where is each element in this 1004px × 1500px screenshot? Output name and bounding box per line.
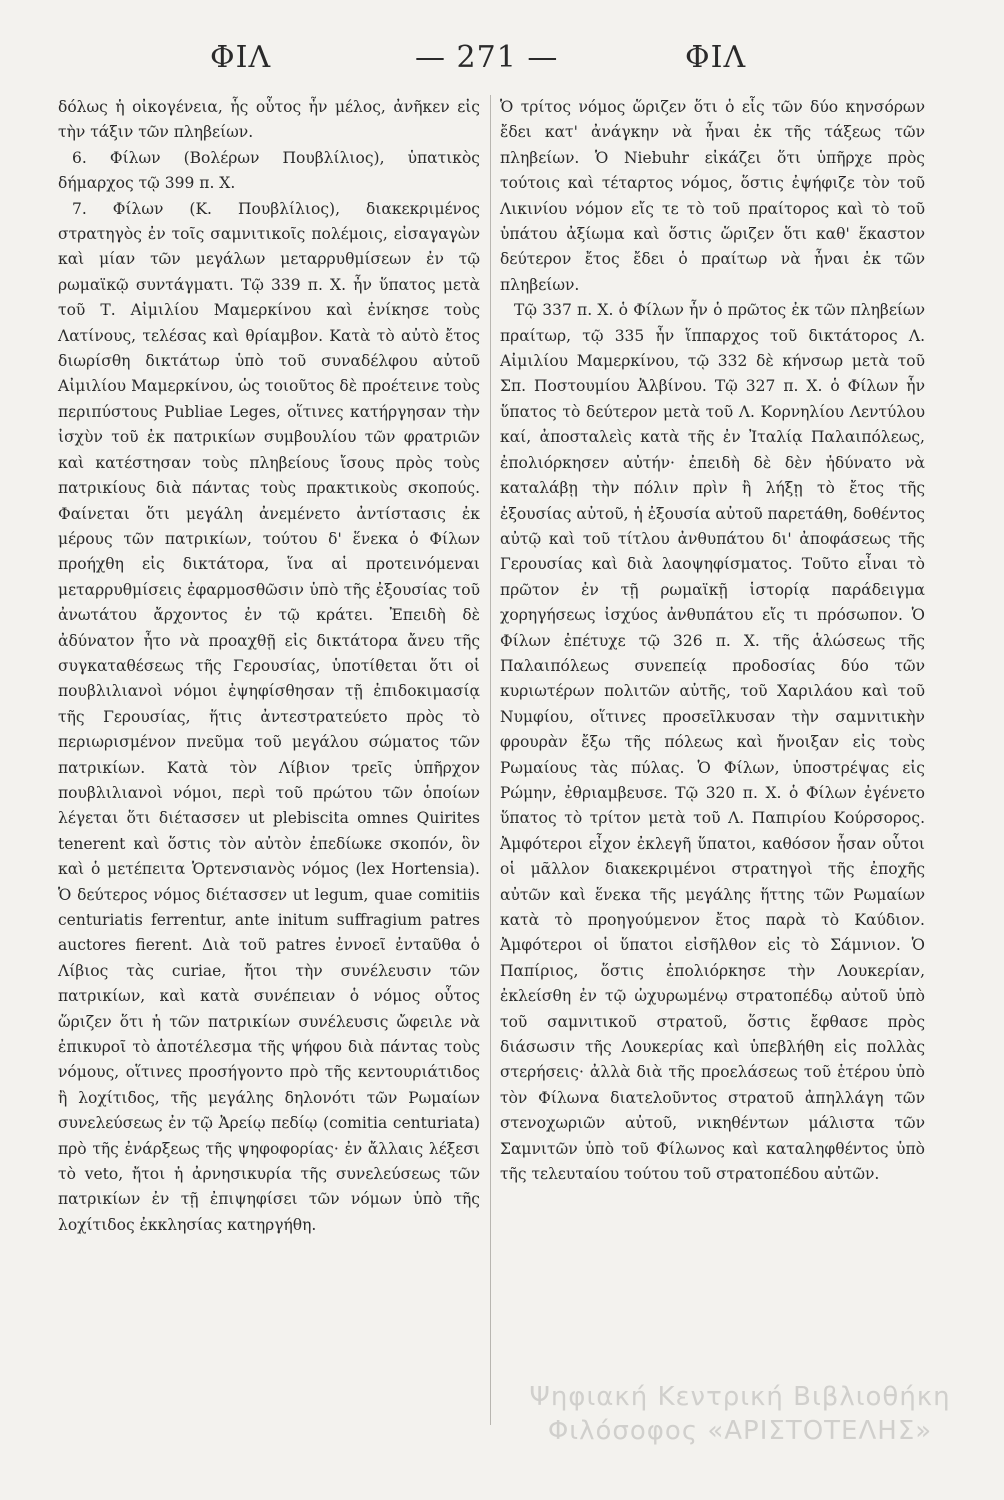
right-headword: ΦΙΛ bbox=[685, 40, 747, 75]
running-header bbox=[60, 40, 920, 80]
left-headword: ΦΙΛ bbox=[210, 40, 272, 75]
library-watermark: Ψηφιακή Κεντρική Βιβλιοθήκη Φιλόσοφος «ΑΡΙΣΤΟΤΕΛΗΣ» bbox=[529, 1382, 951, 1446]
column-divider bbox=[490, 95, 491, 1425]
paragraph: Τῷ 337 π. Χ. ὁ Φίλων ἦν ὁ πρῶτος ἐκ τῶν πληβείων πραίτωρ, τῷ 335 ἦν ἵππαρχος τοῦ δικτάτορος Λ. Αἰμιλίου Μαμερκίνου, τῷ 332 δὲ κήνσωρ μετὰ τοῦ Σπ. Ποστουμίου Ἀλβίνου. Τῷ 327 π. Χ. ὁ Φίλων ἦν ὕπατος τὸ δεύτερον μετὰ τοῦ Λ. Κορνηλίου Λεντύλου καί, ἀποσταλεὶς κατὰ τῆς ἐν Ἰταλίᾳ Παλαιπόλεως, ἐπολιόρκησεν αὐτήν· ἐπειδὴ δὲ δὲν ἠδύνατο νὰ καταλάβῃ τὴν πόλιν πρὶν ἢ λήξῃ τὸ ἔτος τῆς ἐξουσίας αὐτοῦ, ἡ ἐξουσία αὐτοῦ παρετάθη, δοθέντος αὐτῷ καὶ τοῦ τίτλου ἀνθυπάτου δι' ἀποφάσεως τῆς Γερουσίας καὶ διὰ λαοψηφίσματος. Τοῦτο εἶναι τὸ πρῶτον ἐν τῇ ρωμαϊκῇ ἱστορίᾳ παράδειγμα χορηγήσεως ἰσχύος ἀνθυπάτου εἴς τι πρόσωπον. Ὁ Φίλων ἐπέτυχε τῷ 326 π. Χ. τῆς ἁλώσεως τῆς Παλαιπόλεως συνεπείᾳ προδοσίας δύο τῶν κυριωτέρων πολιτῶν αὐτῆς, τοῦ Χαριλάου καὶ τοῦ Νυμφίου, οἵτινες προσεῖλκυσαν τὴν σαμνιτικὴν φρουρὰν ἔξω τῆς πόλεως καὶ ἤνοιξαν εἰς τοὺς Ρωμαίους τὰς πύλας. Ὁ Φίλων, ὑποστρέψας εἰς Ρώμην, ἐθριαμβευσε. Τῷ 320 π. Χ. ὁ Φίλων ἐγένετο ὕπατος τὸ τρίτον μετὰ τοῦ Λ. Παπιρίου Κούρσορος. Ἀμφότεροι εἶχον ἐκλεγῆ ὕπατοι, καθόσον ἦσαν οὗτοι οἱ μᾶλλον διακεκριμένοι στρατηγοὶ τῆς ἐποχῆς αὐτῶν καὶ ἕνεκα τῆς μεγάλης ἥττης τῶν Ρωμαίων κατὰ τὸ προηγούμενον ἔτος παρὰ τὸ Καύδιον. Ἀμφότεροι οἱ ὕπατοι εἰσῆλθον εἰς τὸ Σάμνιον. Ὁ Παπίριος, ὅστις ἐπολιόρκησε τὴν Λουκερίαν, ἐκλείσθη ἐν τῷ ὠχυρωμένῳ στρατοπέδῳ αὐτοῦ ὑπὸ τοῦ σαμνιτικοῦ στρατοῦ, ὅστις ἔφθασε πρὸς διάσωσιν τῆς Λουκερίας καὶ ὑπεβλήθη εἰς πολλὰς στερήσεις· ἀλλὰ διὰ τῆς προελάσεως τοῦ ἑτέρου ὑπὸ τὸν Φίλωνα διατελοῦντος στρατοῦ ἀπηλλάγη τῶν στενοχωριῶν αὐτοῦ, νικηθέντων μάλιστα τῶν Σαμνιτῶν ὑπὸ τοῦ Φίλωνος καὶ καταληφθέντος ὑπὸ τῆς τελευταίου τούτου τοῦ στρατοπέδου αὐτῶν. bbox=[500, 301, 925, 1184]
right-column bbox=[500, 95, 925, 1187]
paragraph: Ὁ τρίτος νόμος ὥριζεν ὅτι ὁ εἷς τῶν δύο κηνσόρων ἔδει κατ' ἀνάγκην νὰ ἦναι ἐκ τῆς τάξεως τῶν πληβείων. Ὁ Niebuhr εἰκάζει ὅτι ὑπῆρχε πρὸς τούτοις καὶ τέταρτος νόμος, ὅστις ἐψήφιζε τὸν τοῦ Λικινίου νόμον εἴς τε τὸ τοῦ πραίτορος καὶ τὸ τοῦ ὑπάτου ἀξίωμα καὶ ὅστις ὥριζεν ὅτι καθ' ἕκαστον δεύτερον ἔτος ἔδει ὁ πραίτωρ νὰ ἦναι ἐκ τῶν πληβείων. bbox=[500, 98, 925, 294]
paragraph: 6. Φίλων (Βολέρων Πουβλίλιος), ὑπατικὸς δήμαρχος τῷ 399 π. Χ. bbox=[58, 148, 480, 193]
page-number: — 271 — bbox=[415, 40, 559, 75]
paragraph: δόλως ἡ οἰκογένεια, ἧς οὗτος ἦν μέλος, ἀνῆκεν εἰς τὴν τάξιν τῶν πληβείων. bbox=[58, 98, 480, 142]
paragraph: 7. Φίλων (Κ. Πουβλίλιος), διακεκριμένος στρατηγὸς ἐν τοῖς σαμνιτικοῖς πολέμοις, εἰσαγαγὼν καὶ μίαν τῶν μεγάλων μεταρρυθμίσεων ἐν τῷ ρωμαϊκῷ συντάγματι. Τῷ 339 π. Χ. ἦν ὕπατος μετὰ τοῦ Τ. Αἰμιλίου Μαμερκίνου καὶ ἐνίκησε τοὺς Λατίνους, τελέσας καὶ θρίαμβον. Κατὰ τὸ αὐτὸ ἔτος διωρίσθη δικτάτωρ ὑπὸ τοῦ συναδέλφου αὐτοῦ Αἰμιλίου Μαμερκίνου, ὡς τοιοῦτος δὲ προέτεινε τοὺς περιπύστους Publiae Leges, οἵτινες κατήργησαν τὴν ἰσχὺν τοῦ ἐκ πατρικίων συμβουλίου τῶν φρατριῶν καὶ κατέστησαν τοὺς πληβείους ἴσους πρὸς τοὺς πατρικίους διὰ πάντας τοὺς πρακτικοὺς σκοπούς. Φαίνεται ὅτι μεγάλη ἀνεμένετο ἀντίστασις ἐκ μέρους τῶν πατρικίων, τούτου δ' ἕνεκα ὁ Φίλων προήχθη εἰς δικτάτορα, ἵνα αἱ προτεινόμεναι μεταρρυθμίσεις ἐφαρμοσθῶσιν ὑπὸ τῆς ἐξουσίας τοῦ ἀνωτάτου ἄρχοντος ἐν τῷ κράτει. Ἐπειδὴ δὲ ἀδύνατον ἦτο νὰ προαχθῇ εἰς δικτάτορα ἄνευ τῆς συγκαταθέσεως τῆς Γερουσίας, ὑποτίθεται ὅτι οἱ πουβλιλιανοὶ νόμοι ἐψηφίσθησαν τῇ ἐπιδοκιμασίᾳ τῆς Γερουσίας, ἥτις ἀντεστρατεύετο πρὸς τὸ περιωρισμένον πνεῦμα τοῦ μεγάλου σώματος τῶν πατρικίων. Κατὰ τὸν Λίβιον τρεῖς ὑπῆρχον πουβλιλιανοὶ νόμοι, περὶ τοῦ πρώτου τῶν ὁποίων λέγεται ὅτι διέτασσεν ut plebiscita omnes Quirites tenerent καὶ ὅστις τὸν αὐτὸν ἐπεδίωκε σκοπόν, ὃν καὶ ὁ μετέπειτα Ὁρτενσιανὸς νόμος (lex Hortensia). Ὁ δεύτερος νόμος διέτασσεν ut legum, quae comitiis centuriatis ferrentur, ante initum suffragium patres auctores fierent. Διὰ τοῦ patres ἐννοεῖ ἐνταῦθα ὁ Λίβιος τὰς curiae, ἤτοι τὴν συνέλευσιν τῶν πατρικίων, καὶ κατὰ συνέπειαν ὁ νόμος οὗτος ὥριζεν ὅτι ἡ τῶν πατρικίων συνέλευσις ὤφειλε νὰ ἐπικυροῖ τὸ ἀποτέλεσμα τῆς ψήφου διὰ πάντας τοὺς νόμους, οἵτινες προσήγοντο πρὸ τῆς κεντουριάτιδος ἢ λοχίτιδος, τῆς μεγάλης δηλονότι τῶν Ρωμαίων συνελεύσεως ἐν τῷ Ἀρείῳ πεδίῳ (comitia centuriata) πρὸ τῆς ἐνάρξεως τῆς ψηφοφορίας· ἐν ἄλλαις λέξεσι τὸ veto, ἤτοι ἡ ἀρνησικυρία τῆς συνελεύσεως τῶν πατρικίων ἐν τῇ ἐπιψηφίσει τῶν νόμων ὑπὸ τῆς λοχίτιδος ἐκκλησίας κατηργήθη. bbox=[58, 199, 480, 1234]
left-column bbox=[58, 95, 480, 1238]
